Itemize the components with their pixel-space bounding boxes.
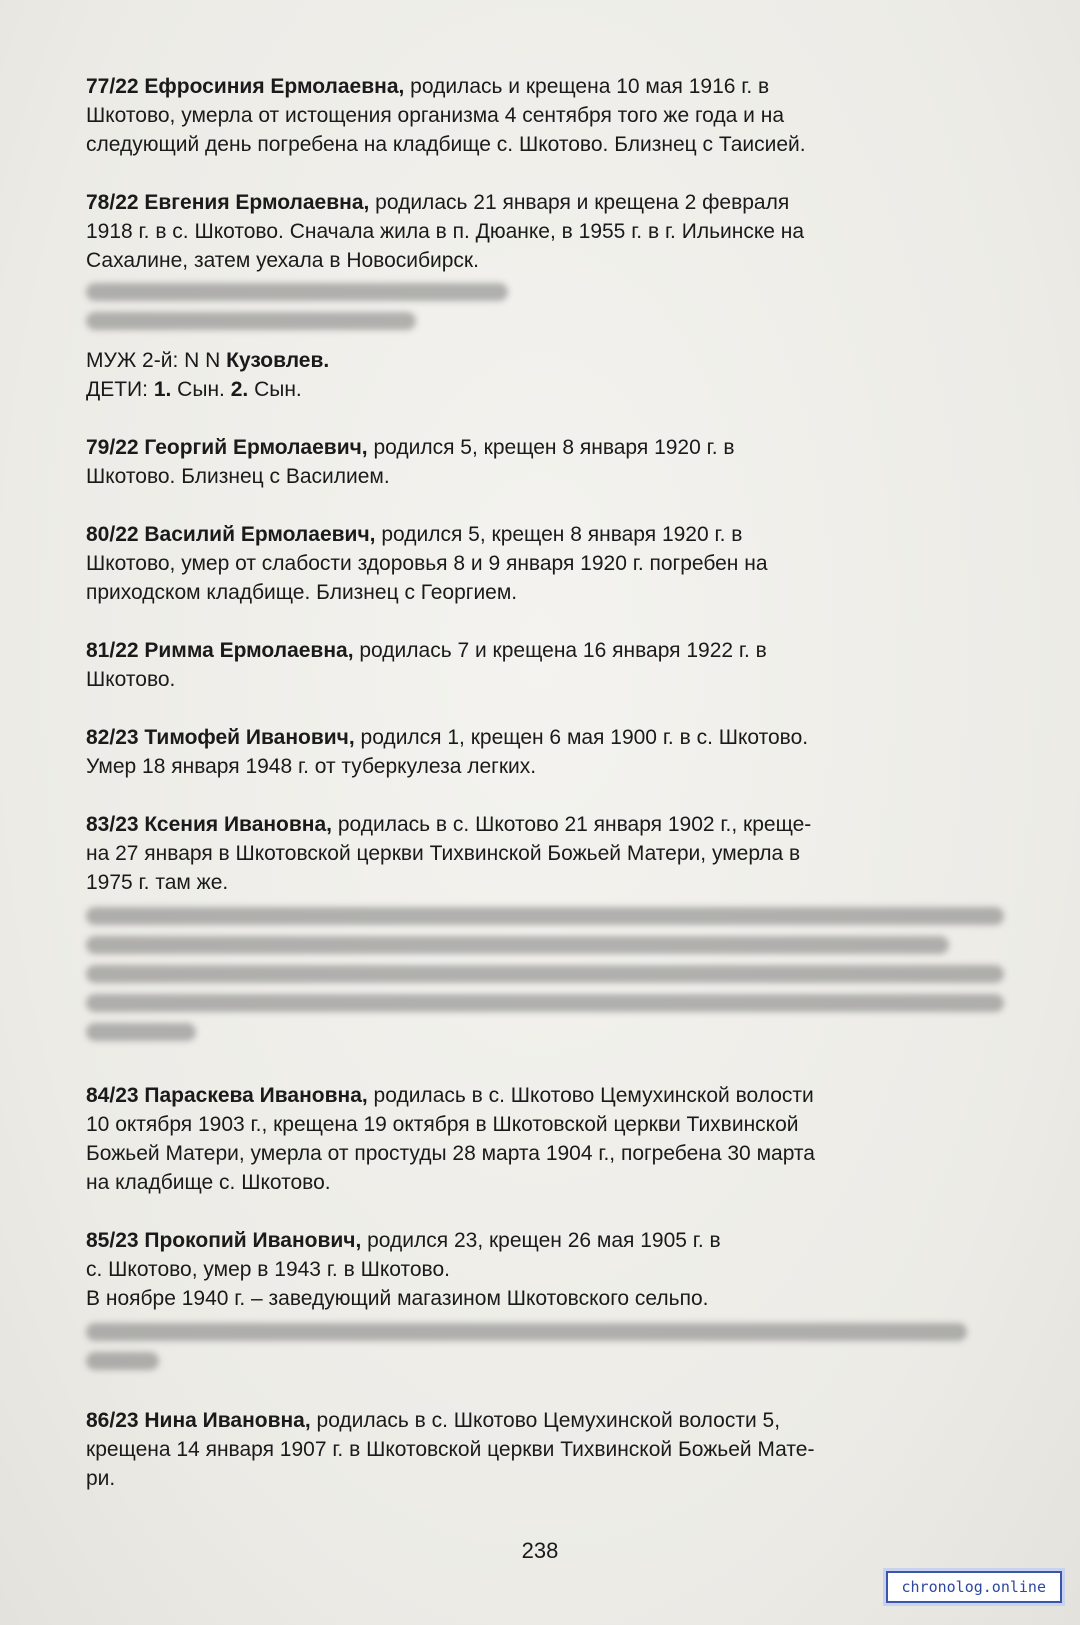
redacted-line: [86, 994, 1004, 1012]
genealogy-entry: [86, 433, 1004, 491]
entry-text: родилась в с. Шкотово Цемухинской волости: [367, 1084, 814, 1107]
entry-text: родился 5, крещен 8 января 1920 г. в: [375, 523, 743, 546]
redacted-line: [86, 936, 949, 954]
entry-text: родилась и крещена 10 мая 1916 г. в: [404, 75, 770, 98]
genealogy-entry: [86, 636, 1004, 694]
spouse-surname: Кузовлев.: [226, 349, 330, 372]
child-number: 1.: [153, 378, 172, 401]
entry-name: 80/22 Василий Ермолаевич,: [86, 523, 376, 546]
entry-text: на 27 января в Шкотовской церкви Тихвинской Божьей Матери, умерла в: [86, 842, 801, 865]
entry-text: Шкотово, умерла от истощения организма 4 сентября того же года и на: [86, 104, 785, 127]
genealogy-entry: [86, 1406, 1004, 1493]
entry-name: 78/22 Евгения Ермолаевна,: [86, 191, 370, 214]
entry-text: родилась 7 и крещена 16 января 1922 г. в: [353, 639, 767, 662]
entry-text: В ноябре 1940 г. – заведующий магазином Шкотовского сельпо.: [86, 1287, 709, 1310]
redacted-line: [86, 1352, 159, 1370]
entry-text: родился 23, крещен 26 мая 1905 г. в: [361, 1229, 721, 1252]
child-label: Сын.: [248, 378, 302, 401]
entry-text: родилась 21 января и крещена 2 февраля: [369, 191, 790, 214]
entry-name: 82/23 Тимофей Иванович,: [86, 726, 355, 749]
genealogy-entry: [86, 810, 1004, 897]
spouse-line: [86, 346, 1004, 375]
entry-text: родился 5, крещен 8 января 1920 г. в: [367, 436, 735, 459]
entry-text: Умер 18 января 1948 г. от туберкулеза легких.: [86, 755, 537, 778]
genealogy-entry: [86, 188, 1004, 275]
entry-name: 79/22 Георгий Ермолаевич,: [86, 436, 368, 459]
watermark-link[interactable]: chronolog.online: [886, 1571, 1063, 1603]
children-prefix: ДЕТИ:: [86, 378, 154, 401]
entry-name: 86/23 Нина Ивановна,: [86, 1409, 311, 1432]
entry-text: 1918 г. в с. Шкотово. Сначала жила в п. Дюанке, в 1955 г. в г. Ильинске на: [86, 220, 805, 243]
entry-name: 85/23 Прокопий Иванович,: [86, 1229, 362, 1252]
page-content: [86, 72, 1004, 1522]
redacted-block: [86, 1323, 1004, 1370]
entry-text: родился 1, крещен 6 мая 1900 г. в с. Шкотово.: [354, 726, 809, 749]
entry-text: на кладбище с. Шкотово.: [86, 1171, 331, 1194]
redacted-block: [86, 283, 1004, 330]
entry-text: Шкотово.: [86, 668, 176, 691]
redacted-line: [86, 283, 508, 301]
children-line: [86, 375, 1004, 404]
genealogy-entry: [86, 723, 1004, 781]
entry-text: приходском кладбище. Близнец с Георгием.: [86, 581, 518, 604]
genealogy-entry: [86, 72, 1004, 159]
entry-name: 77/22 Ефросиния Ермолаевна,: [86, 75, 405, 98]
redacted-line: [86, 1023, 196, 1041]
entry-name: 81/22 Римма Ермолаевна,: [86, 639, 354, 662]
child-number: 2.: [230, 378, 249, 401]
spouse-children-block: [86, 346, 1004, 404]
redacted-line: [86, 312, 416, 330]
genealogy-entry: [86, 1226, 1004, 1313]
entry-text: следующий день погребена на кладбище с. Шкотово. Близнец с Таисией.: [86, 133, 806, 156]
redacted-line: [86, 907, 1004, 925]
entry-text: ри.: [86, 1467, 116, 1490]
entry-text: Шкотово, умер от слабости здоровья 8 и 9 января 1920 г. погребен на: [86, 552, 768, 575]
entry-text: родилась в с. Шкотово 21 января 1902 г., креще-: [332, 813, 812, 836]
redacted-line: [86, 965, 1004, 983]
entry-text: крещена 14 января 1907 г. в Шкотовской церкви Тихвинской Божьей Мате-: [86, 1438, 815, 1461]
redacted-block: [86, 907, 1004, 1041]
entry-text: 10 октября 1903 г., крещена 19 октября в Шкотовской церкви Тихвинской: [86, 1113, 799, 1136]
page-number: 238: [521, 1538, 559, 1563]
entry-text: Сахалине, затем уехала в Новосибирск.: [86, 249, 479, 272]
entry-text: 1975 г. там же.: [86, 871, 229, 894]
redacted-line: [86, 1323, 967, 1341]
child-label: Сын.: [171, 378, 231, 401]
entry-text: Божьей Матери, умерла от простуды 28 марта 1904 г., погребена 30 марта: [86, 1142, 815, 1165]
spouse-prefix: МУЖ 2-й: N N: [86, 349, 227, 372]
entry-text: родилась в с. Шкотово Цемухинской волости 5,: [310, 1409, 781, 1432]
entry-text: Шкотово. Близнец с Василием.: [86, 465, 390, 488]
entry-name: 84/23 Параскева Ивановна,: [86, 1084, 368, 1107]
genealogy-entry: [86, 520, 1004, 607]
entry-name: 83/23 Ксения Ивановна,: [86, 813, 332, 836]
entry-text: с. Шкотово, умер в 1943 г. в Шкотово.: [86, 1258, 450, 1281]
genealogy-entry: [86, 1081, 1004, 1197]
